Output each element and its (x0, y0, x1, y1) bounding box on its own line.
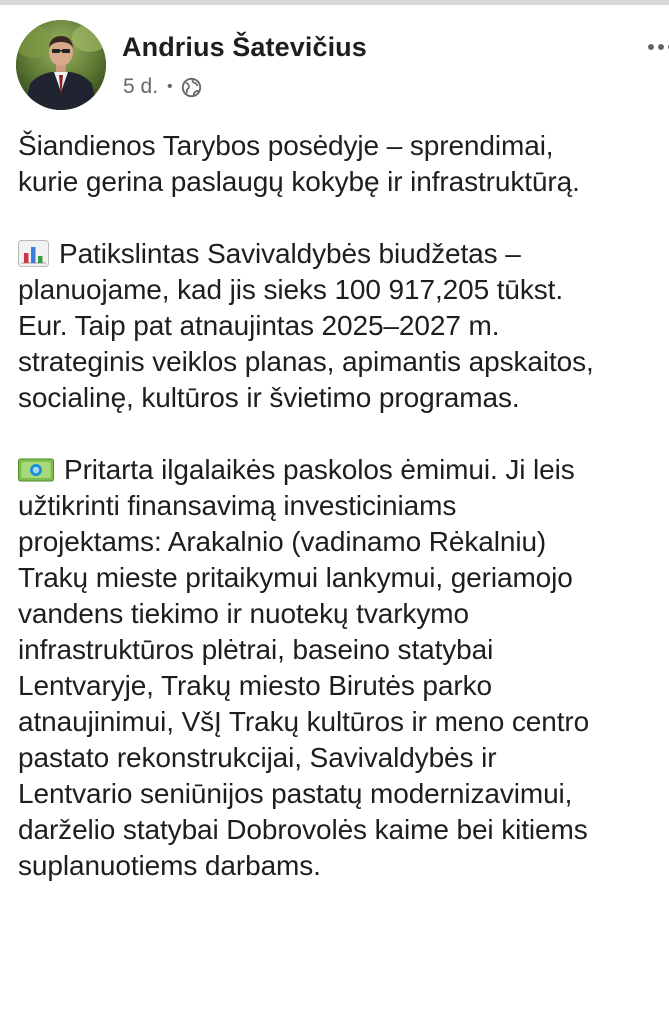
post-paragraph-budget (18, 236, 669, 416)
paragraph-text: Pritarta ilgalaikės paskolos ėmimui. Ji leis užtikrinti finansavimą investiciniams projektams: Arakalnio (vadinamo Rėkalniu) Trakų mieste pritaikymui lankymui, geriamojo vandens tiekimo ir nuotekų tvarkymo infrastruktūros plėtrai, baseino statybai Lentvaryje, Trakų miesto Birutės parko atnaujinimui, VšĮ Trakų kultūros ir meno centro pastato rekonstrukcijai, Savivaldybės ir Lentvario seniūnijos pastatų modernizavimui, darželio statybai Dobrovolės kaime bei kitiems suplanuotiems darbams. (18, 454, 590, 881)
post-text (18, 128, 669, 920)
paragraph-text: Patikslintas Savivaldybės biudžetas – planuojame, kad jis sieks 100 917,205 tūkst. Eur. Taip pat atnaujintas 2025–2027 m. strateginis veiklos planas, apimantis apskaitos, socialinę, kultūros ir švietimo programas. (18, 238, 594, 413)
globe-icon[interactable] (181, 77, 202, 98)
profile-photo (16, 20, 106, 110)
post-header (16, 20, 669, 112)
post-meta (123, 75, 202, 99)
more-options-icon[interactable] (647, 42, 669, 52)
meta-separator: • (167, 78, 173, 95)
post-paragraph-loan (18, 452, 669, 884)
post-paragraph-intro (18, 128, 669, 200)
bar-chart-emoji-icon (18, 240, 49, 267)
money-bill-emoji-icon (18, 458, 54, 482)
paragraph-text: Šiandienos Tarybos posėdyje – sprendimai, kurie gerina paslaugų kokybę ir infrastruktūrą. (18, 130, 580, 197)
top-divider (0, 0, 669, 5)
author-avatar[interactable] (16, 20, 106, 110)
author-name[interactable]: Andrius Šatevičius (122, 32, 367, 62)
post-time[interactable]: 5 d. (123, 75, 159, 98)
